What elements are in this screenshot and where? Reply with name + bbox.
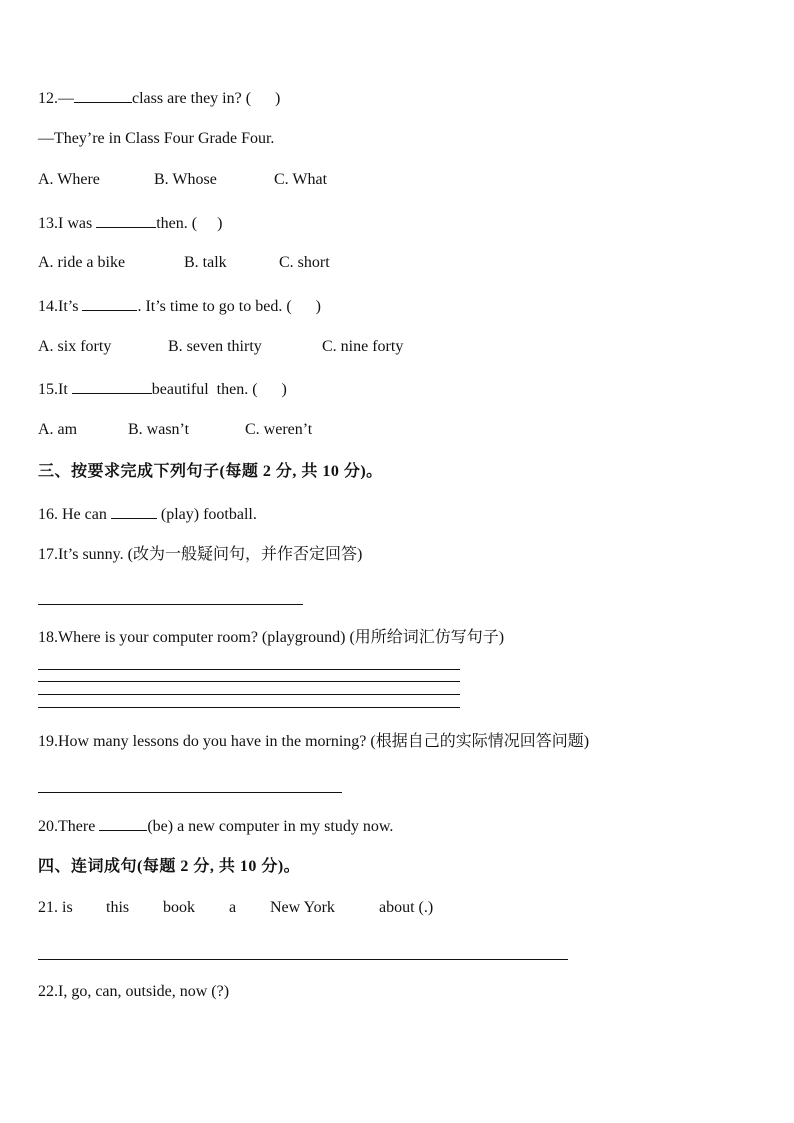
q12-option-a[interactable]: A. Where [38, 171, 100, 188]
q15-prefix: 15.It [38, 381, 72, 398]
section-4-heading: 四、连词成句(每题 2 分, 共 10 分)。 [38, 858, 301, 875]
q15-blank[interactable] [72, 378, 152, 394]
q21-word-1: 21. is [38, 899, 73, 916]
question-18: 18.Where is your computer room? (playground) (用所给词汇仿写句子) [38, 629, 505, 646]
q20-blank[interactable] [99, 815, 147, 831]
q21-word-6: about (.) [379, 899, 434, 916]
question-14 [38, 295, 321, 315]
q13-suffix: then. ( ) [156, 215, 223, 232]
q15-option-b[interactable]: B. wasn’t [128, 421, 190, 438]
q18-answer-line-1[interactable] [38, 669, 460, 670]
q16-suffix: (play) football. [156, 506, 257, 523]
q20-prefix: 20.There [38, 818, 100, 835]
q14-option-b[interactable]: B. seven thirty [168, 338, 262, 355]
q15-options [38, 420, 312, 440]
q18-answer-line-3[interactable] [38, 694, 460, 695]
q21-word-5: New York [270, 899, 335, 916]
q14-prefix: 14.It’s [38, 298, 83, 315]
q12-suffix: class are they in? ( ) [132, 90, 281, 107]
q13-option-a[interactable]: A. ride a bike [38, 254, 126, 271]
q12-blank[interactable] [74, 87, 132, 103]
q15-option-c[interactable]: C. weren’t [245, 421, 313, 438]
q12-answer-line: —They’re in Class Four Grade Four. [38, 130, 275, 147]
q21-word-2: this [106, 899, 130, 916]
q12-option-c[interactable]: C. What [274, 171, 328, 188]
q14-option-c[interactable]: C. nine forty [322, 338, 404, 355]
q20-suffix: (be) a new computer in my study now. [147, 818, 394, 835]
q16-blank[interactable] [111, 503, 157, 519]
question-17: 17.It’s sunny. (改为一般疑问句，并作否定回答) [38, 546, 363, 563]
q15-suffix: beautiful then. ( ) [151, 381, 287, 398]
q13-blank[interactable] [96, 212, 156, 228]
question-22: 22.I, go, can, outside, now (?) [38, 983, 230, 1000]
q16-prefix: 16. He can [38, 506, 111, 523]
q14-options [38, 337, 403, 357]
question-13 [38, 212, 222, 232]
q13-option-b[interactable]: B. talk [184, 254, 227, 271]
q18-answer-line-2[interactable] [38, 681, 460, 682]
q14-option-a[interactable]: A. six forty [38, 338, 112, 355]
q17-answer-line[interactable] [38, 604, 303, 605]
q19-answer-line[interactable] [38, 792, 342, 793]
q12-options [38, 170, 327, 190]
q21-word-4: a [229, 899, 237, 916]
q15-option-a[interactable]: A. am [38, 421, 78, 438]
question-15 [38, 378, 287, 398]
q13-options [38, 253, 330, 273]
q18-answer-line-4[interactable] [38, 707, 460, 708]
q13-prefix: 13.I was [38, 215, 97, 232]
section-3-heading: 三、按要求完成下列句子(每题 2 分, 共 10 分)。 [38, 463, 383, 480]
q12-option-b[interactable]: B. Whose [154, 171, 217, 188]
q21-word-3: book [163, 899, 195, 916]
question-20 [38, 815, 393, 835]
q14-suffix: . It’s time to go to bed. ( ) [137, 298, 321, 315]
q14-blank[interactable] [82, 295, 137, 311]
q12-prefix: 12.— [38, 90, 74, 107]
q13-option-c[interactable]: C. short [279, 254, 330, 271]
q21-answer-line[interactable] [38, 959, 568, 960]
question-12 [38, 87, 280, 107]
question-19: 19.How many lessons do you have in the morning? (根据自己的实际情况回答问题) [38, 733, 590, 750]
question-21 [38, 898, 433, 918]
question-16 [38, 503, 257, 523]
